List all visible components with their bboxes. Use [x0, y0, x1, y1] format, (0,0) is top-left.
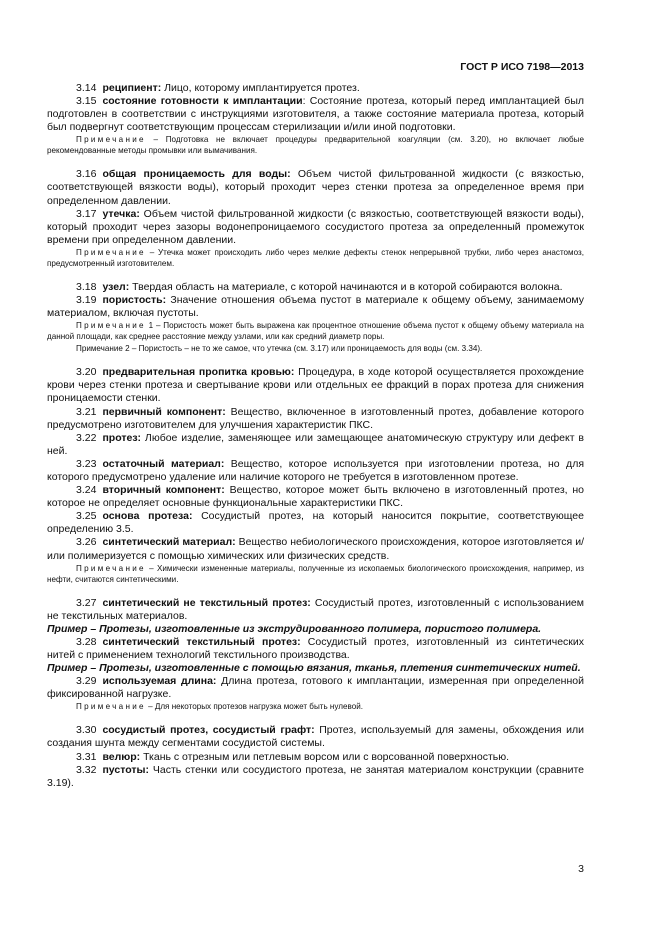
entry-number: 3.26 — [76, 536, 97, 549]
entry-term: предварительная пропитка кровью: — [102, 366, 295, 379]
entry-3-28 — [47, 636, 584, 662]
entry-text: Вещество, которое может быть включено в изготовленный протез, но которое не определяет основные функциональные характеристики ПКС. — [47, 484, 584, 510]
entry-3-29 — [47, 675, 584, 701]
page-number: 3 — [578, 863, 584, 875]
entry-text: Твердая область на материале, с которой начинаются и в которой собираются волокна. — [129, 280, 563, 293]
entry-text: Объем чистой фильтрованной жидкости (с вязкостью, соответствующей вязкости воды), который проходит через зазоры водонепроницаемого сосудистого протеза за определенный промежуток времени при определенном давлении. — [47, 207, 584, 246]
entry-text: Процедура, в ходе которой осуществляется прохождение крови через стенки протеза и свертывание крови или отдельных ее фракций в порах протеза для снижения проницаемости стенки. — [47, 366, 584, 405]
entry-text: : Состояние протеза, который перед имплантацией был подготовлен в соответствии с инструкциями изготовителя, а также состояние материала протеза, который был подвергнут соответствующим процессам стерилизации и/или иной подготовки. — [47, 95, 584, 134]
entry-term: утечка: — [102, 207, 140, 220]
entry-number: 3.18 — [76, 280, 97, 293]
entry-3-30 — [47, 724, 584, 750]
entry-text: Длина протеза, готового к имплантации, измеренная при определенной фиксированной нагрузке. — [47, 675, 584, 701]
entry-3-23 — [47, 458, 584, 484]
entry-text: Объем чистой фильтрованной жидкости (с вязкостью, соответствующей вязкости воды), который проходит через стенки протеза за определенное время при определенном давлении. — [47, 168, 584, 207]
entry-3-24 — [47, 484, 584, 510]
entry-term: состояние готовности к имплантации — [102, 95, 303, 108]
entry-3-20 — [47, 366, 584, 405]
entry-term: синтетический не текстильный протез: — [102, 596, 311, 609]
note-3-19-2: Примечание 2 – Пористость – не то же самое, что утечка (см. 3.17) или проницаемость для воды (см. 3.34). — [76, 344, 483, 354]
entry-number: 3.16 — [76, 168, 97, 181]
entry-number: 3.31 — [76, 750, 97, 763]
note-3-26 — [47, 563, 584, 585]
note-3-17 — [47, 247, 584, 269]
entry-3-26 — [47, 536, 584, 562]
entry-term: вторичный компонент: — [102, 484, 225, 497]
note-text: – Химически измененные материалы, полученные из ископаемых биологического происхождения, например, из нефти, считаются синтетическими. — [47, 563, 584, 584]
entry-3-19 — [47, 294, 584, 320]
note-text: 1 – Пористость может быть выражена как процентное отношение объема пустот к общему объему материала на данной площади, как среднее расстояние между узлами, или как средний диаметр поры. — [47, 321, 584, 342]
note-label: Примечание — [76, 321, 146, 331]
document-header: ГОСТ Р ИСО 7198—2013 — [460, 61, 584, 73]
entry-3-18 — [47, 281, 584, 294]
entry-term: основа протеза: — [102, 510, 193, 523]
entry-3-31 — [47, 751, 584, 764]
entry-term: синтетический материал: — [102, 536, 236, 549]
entry-text: Лицо, которому имплантируется протез. — [161, 82, 360, 94]
note-label: Примечание — [76, 135, 146, 145]
entry-number: 3.21 — [76, 405, 97, 418]
entry-number: 3.25 — [76, 510, 97, 523]
entry-number: 3.28 — [76, 635, 97, 648]
entry-3-27 — [47, 597, 584, 623]
entry-term: реципиент: — [102, 82, 162, 94]
entry-number: 3.30 — [76, 724, 97, 737]
entry-number: 3.15 — [76, 95, 97, 108]
entry-number: 3.23 — [76, 457, 97, 470]
entry-text: Любое изделие, заменяющее или замещающее анатомическую структуру или дефект в ней. — [47, 431, 584, 457]
entry-3-17 — [47, 208, 584, 247]
entry-term: остаточный материал: — [102, 457, 225, 470]
note-text: – Утечка может происходить либо через мелкие дефекты стенок непрерывной трубки, либо через анастомоз, предусмотренный изготовителем. — [47, 247, 584, 268]
entry-3-14 — [47, 82, 584, 95]
note-3-19-1 — [47, 320, 584, 342]
entry-number: 3.17 — [76, 207, 97, 220]
note-label: Примечание — [76, 563, 146, 573]
entry-number: 3.14 — [76, 82, 97, 94]
entry-text: Вещество небиологического происхождения, которое изготовляется и/или полимеризуется с помощью химических или физических средств. — [47, 536, 584, 562]
entry-3-21 — [47, 406, 584, 432]
entry-3-22 — [47, 432, 584, 458]
entry-term: сосудистый протез, сосудистый графт: — [102, 724, 315, 737]
entry-text: Вещество, которое используется при изготовлении протеза, но для которого предусмотрено удаление или наличие которого не требуется в изготовленном протезе. — [47, 457, 585, 483]
entry-term: пустоты: — [102, 763, 149, 776]
entry-number: 3.20 — [76, 366, 97, 379]
entry-term: протез: — [102, 431, 142, 444]
entry-text: Значение отношения объема пустот в материале к общему объему, занимаемому материалом, включая пустоты. — [47, 294, 584, 320]
note-text: – Подготовка не включает процедуры предварительной коагуляции (см. 3.20), но включает любые рекомендованные методы промывки или вымачивания. — [47, 135, 584, 156]
entry-text: Вещество, включенное в изготовленный протез, добавление которого предусмотрено изготовителем для улучшения характеристик ПКС. — [47, 405, 584, 431]
entry-3-32 — [47, 764, 584, 790]
entry-3-15 — [47, 95, 584, 134]
entry-text: Протез, используемый для замены, обхождения или создания шунта между сегментами сосудистой системы. — [47, 724, 584, 750]
entry-term: общая проницаемость для воды: — [102, 168, 291, 181]
note-label: Примечание — [76, 702, 146, 712]
entry-number: 3.29 — [76, 675, 97, 688]
entry-text: Часть стенки или сосудистого протеза, не занятая материалом конструкции (сравните 3.19). — [47, 763, 584, 789]
entry-number: 3.27 — [76, 596, 97, 609]
entry-number: 3.19 — [76, 294, 97, 307]
entry-3-25 — [47, 510, 584, 536]
example-3-28: Пример – Протезы, изготовленные с помощью вязания, тканья, плетения синтетических нитей. — [47, 662, 581, 675]
note-text: – Для некоторых протезов нагрузка может быть нулевой. — [145, 702, 363, 712]
entry-text: Сосудистый протез, изготовленный из синтетических нитей с применением технологий текстильного производства. — [47, 635, 584, 661]
entry-term: узел: — [102, 280, 130, 293]
entry-3-16 — [47, 168, 584, 207]
entry-number: 3.32 — [76, 763, 97, 776]
note-3-15 — [47, 134, 584, 156]
example-3-27: Пример – Протезы, изготовленные из экструдированного полимера, пористого полимера. — [47, 622, 542, 635]
entry-number: 3.22 — [76, 431, 97, 444]
entry-text: Сосудистый протез, изготовленный с использованием не текстильных материалов. — [47, 596, 584, 622]
entry-term: первичный компонент: — [102, 405, 226, 418]
entry-term: велюр: — [102, 750, 141, 763]
entry-term: используемая длина: — [102, 675, 217, 688]
entry-term: синтетический текстильный протез: — [102, 635, 301, 648]
entry-text: Сосудистый протез, на который наносится покрытие, соответствующее определению 3.5. — [47, 510, 584, 536]
note-label: Примечание — [76, 247, 146, 257]
document-body — [47, 82, 584, 790]
entry-term: пористость: — [102, 294, 167, 307]
note-3-29 — [47, 701, 584, 712]
entry-text: Ткань с отрезным или петлевым ворсом или с ворсованной поверхностью. — [140, 750, 510, 763]
entry-number: 3.24 — [76, 484, 97, 497]
